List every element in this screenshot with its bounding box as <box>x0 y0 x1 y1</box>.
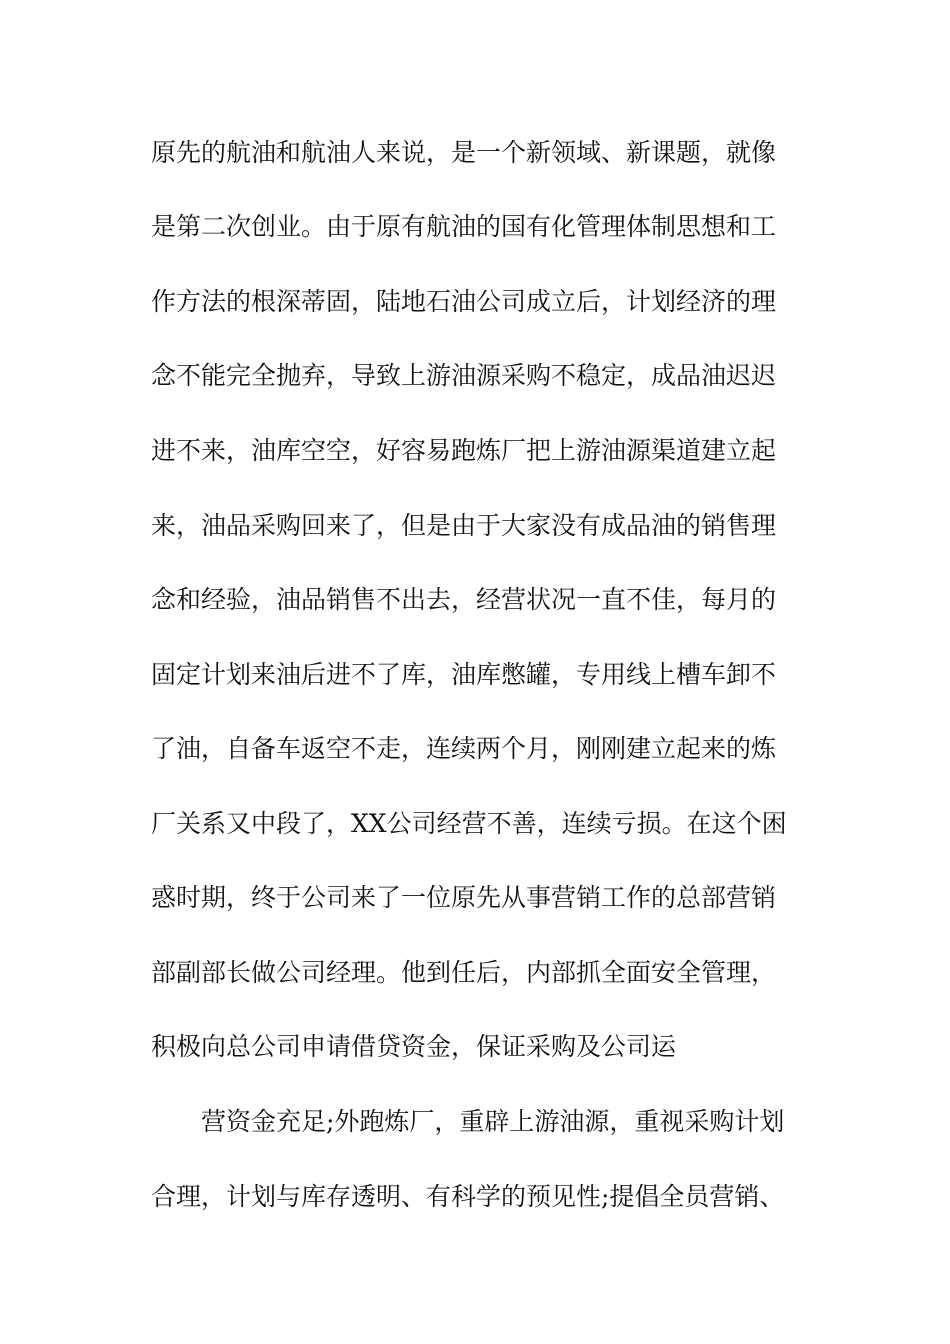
text-line: 是第二次创业。由于原有航油的国有化管理体制思想和工 <box>151 212 777 241</box>
text-line: 固定计划来油后进不了库，油库憋罐，专用线上槽车卸不 <box>151 660 777 689</box>
text-line: 厂关系又中段了，XX公司经营不善，连续亏损。在这个困 <box>151 809 787 838</box>
text-line: 念不能完全抛弃，导致上游油源采购不稳定，成品油迟迟 <box>151 361 777 390</box>
text-line: 来，油品采购回来了，但是由于大家没有成品油的销售理 <box>151 511 777 540</box>
text-line: 部副部长做公司经理。他到任后，内部抓全面安全管理， <box>151 958 777 987</box>
text-line: 原先的航油和航油人来说，是一个新领域、新课题，就像 <box>151 138 777 167</box>
text-line: 营资金充足;外跑炼厂，重辟上游油源，重视采购计划 <box>201 1107 785 1136</box>
text-line: 作方法的根深蒂固，陆地石油公司成立后，计划经济的理 <box>151 287 777 316</box>
text-line: 念和经验，油品销售不出去，经营状况一直不佳，每月的 <box>151 585 777 614</box>
text-line: 惑时期，终于公司来了一位原先从事营销工作的总部营销 <box>151 883 777 912</box>
text-line: 积极向总公司申请借贷资金，保证采购及公司运 <box>151 1032 677 1061</box>
text-line: 了油，自备车返空不走，连续两个月，刚刚建立起来的炼 <box>151 734 777 763</box>
text-line: 合理，计划与库存透明、有科学的预见性;提倡全员营销、 <box>151 1182 785 1211</box>
text-line: 进不来，油库空空，好容易跑炼厂把上游油源渠道建立起 <box>151 436 777 465</box>
